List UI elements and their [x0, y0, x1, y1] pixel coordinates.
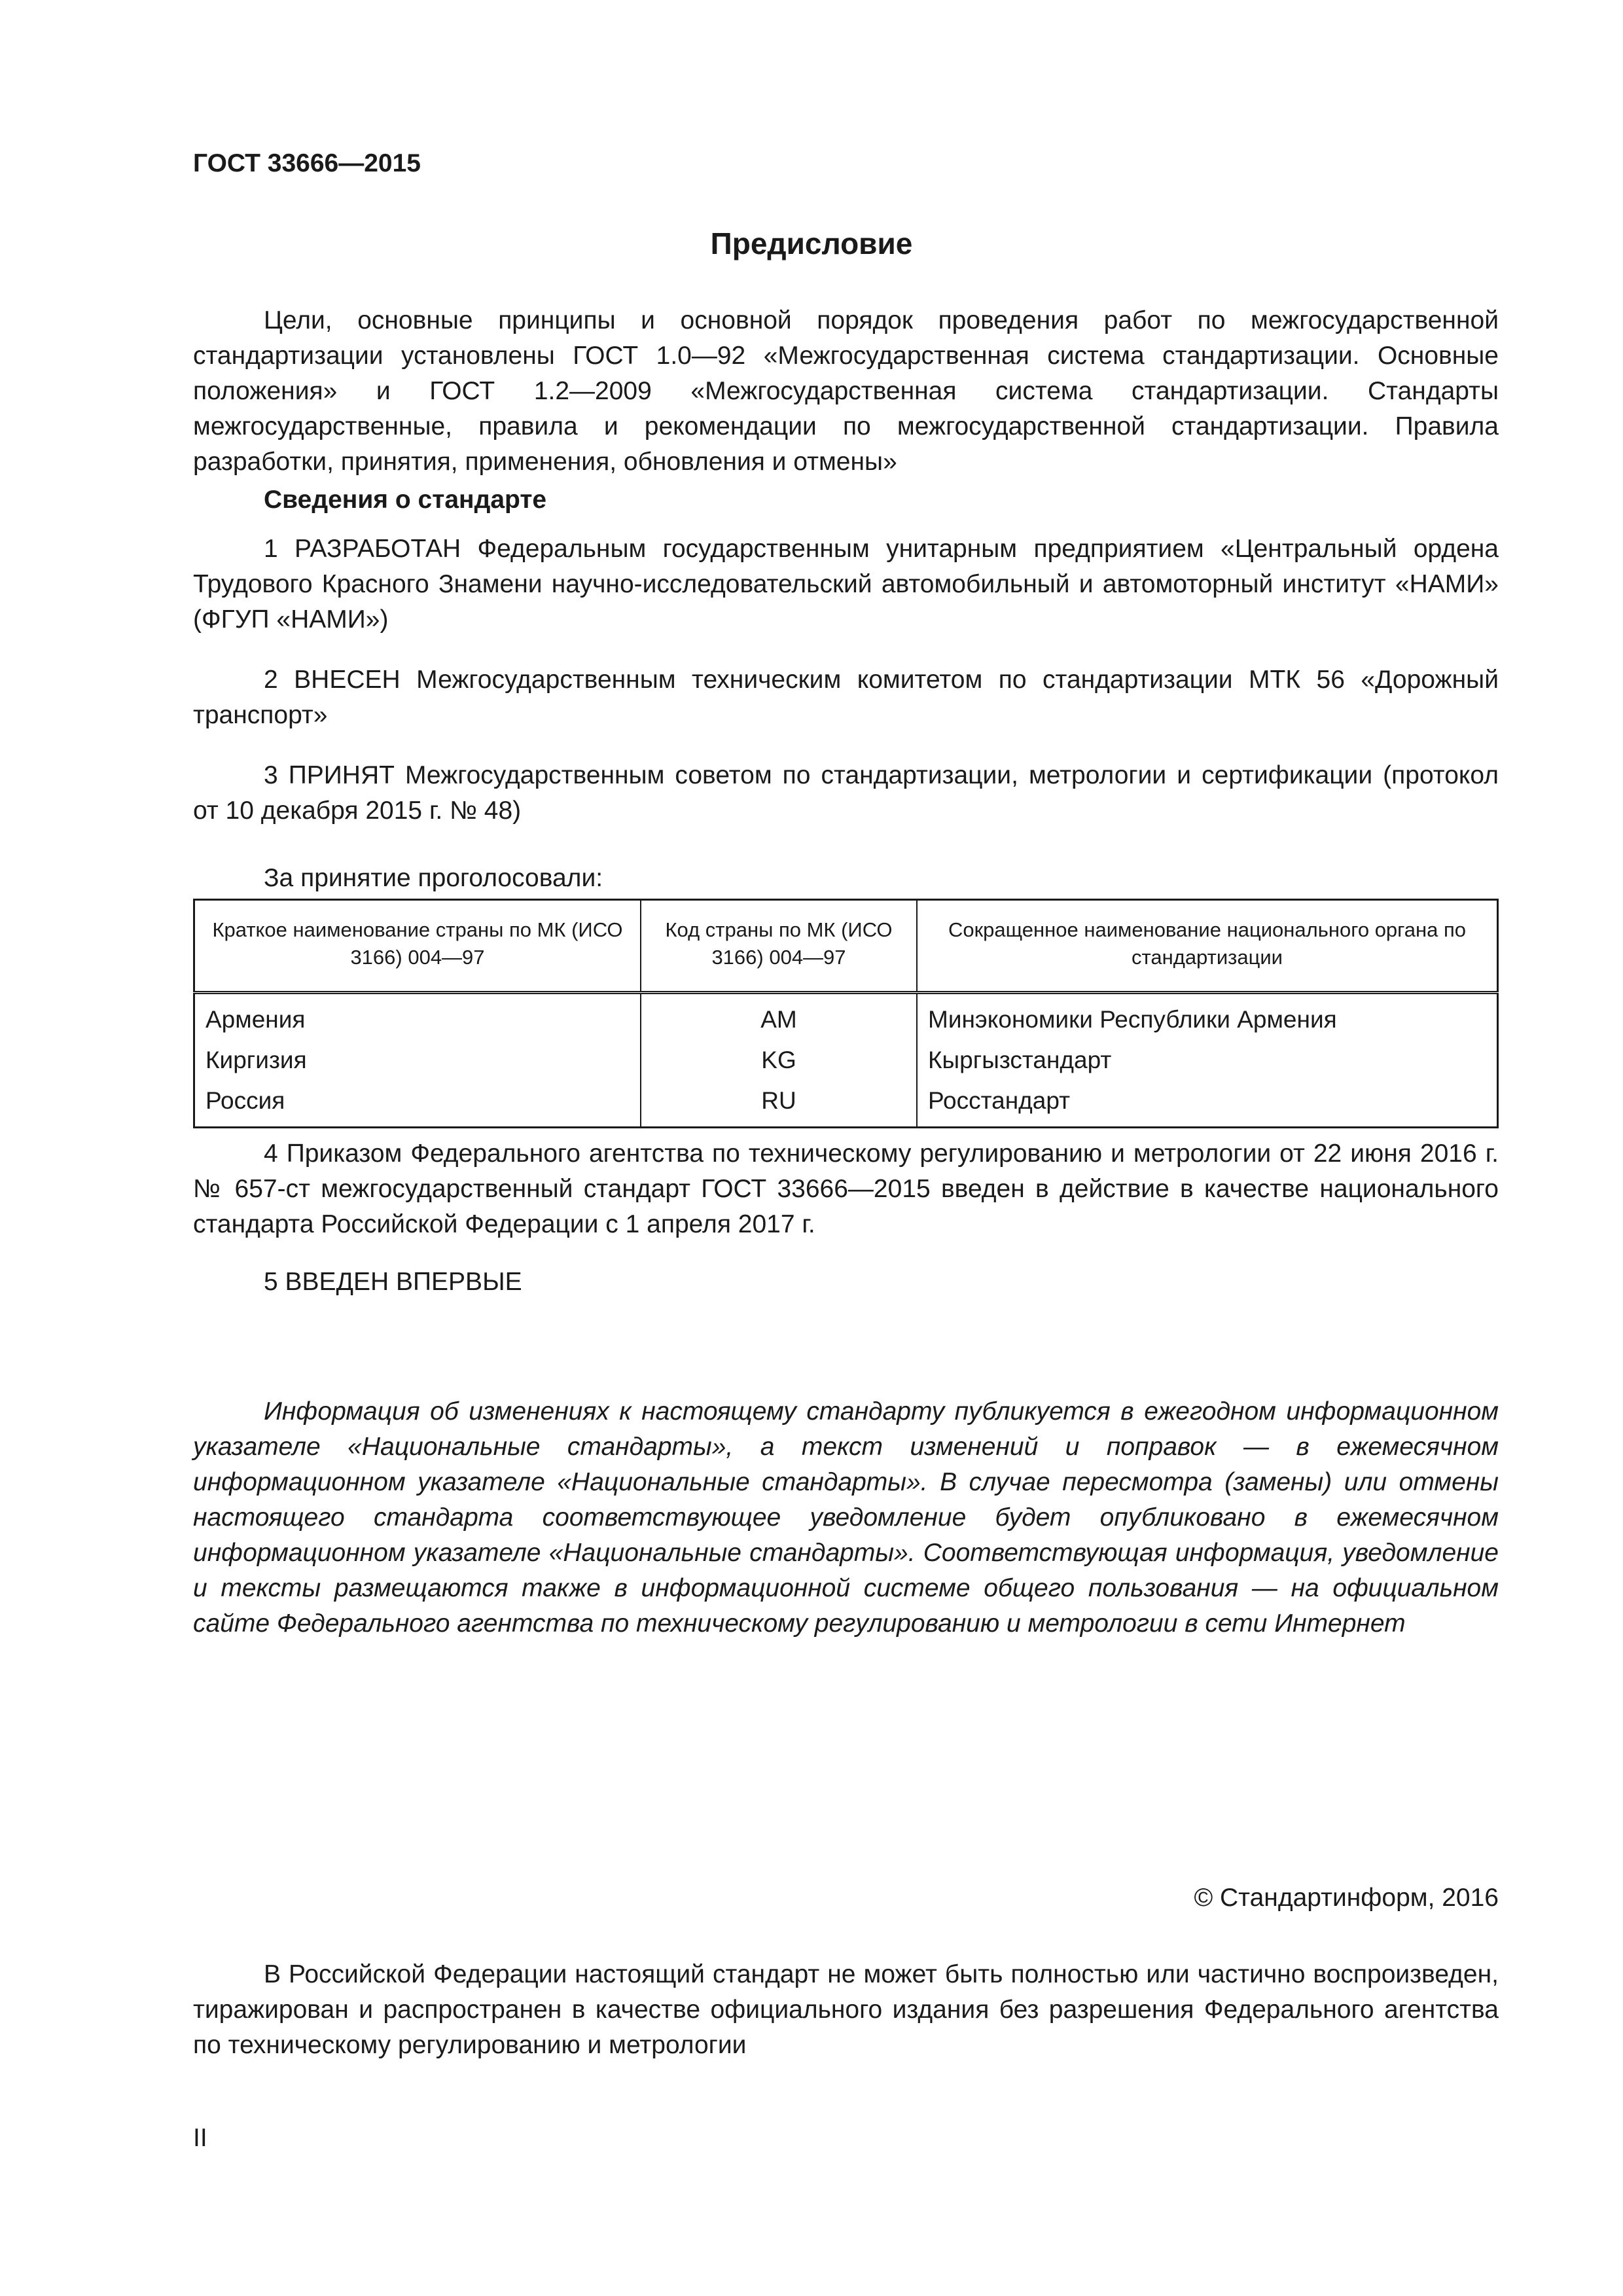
table-row [194, 1081, 1498, 1128]
intro-paragraph: Цели, основные принципы и основной порядок проведения работ по межгосударственной стандартизации установлены ГОСТ 1.0—92 «Межгосударственная система стандартизации. Основные положения» и ГОСТ 1.2—2009 «Межгосударственная система стандартизации. Стандарты межгосударственные, правила и рекомендации по межгосударственной стандартизации. Правила разработки, принятия, применения, обновления и отмены» [193, 306, 1499, 476]
national-body-cell: Кыргызстандарт [928, 1047, 1112, 1073]
voting-table [193, 899, 1499, 1128]
country-cell: Киргизия [194, 1040, 641, 1081]
column-header-country: Краткое наименование страны по МК (ИСО 3166) 004—97 [194, 900, 641, 993]
page-number: II [193, 2124, 207, 2152]
voting-label: За принятие проголосовали: [264, 864, 603, 892]
item-enacted: 4 Приказом Федерального агентства по техническому регулированию и метрологии от 22 июня 2016 г. № 657-ст межгосударственный стандарт ГОСТ 33666—2015 введен в действие в качестве национального стандарта Российской Федерации с 1 апреля 2017 г. [193, 1139, 1499, 1238]
code-cell: AM [641, 993, 917, 1041]
national-body-cell: Минэкономики Республики Армения [928, 1006, 1337, 1033]
voting-table-header [194, 900, 1498, 993]
item-submitted: 2 ВНЕСЕН Межгосударственным техническим комитетом по стандартизации МТК 56 «Дорожный транспорт» [193, 666, 1499, 729]
code-cell: KG [641, 1040, 917, 1081]
item-developed: 1 РАЗРАБОТАН Федеральным государственным унитарным предприятием «Центральный ордена Трудового Красного Знамени научно-исследовательский автомобильный и автомоторный институт «НАМИ» (ФГУП «НАМИ») [193, 535, 1499, 634]
country-cell: Россия [194, 1081, 641, 1128]
page-title: Предисловие [710, 226, 913, 260]
table-row [194, 1040, 1498, 1081]
section-heading: Сведения о стандарте [264, 486, 547, 514]
item-adopted: 3 ПРИНЯТ Межгосударственным советом по стандартизации, метрологии и сертификации (протокол от 10 декабря 2015 г. № 48) [193, 761, 1499, 825]
changes-info-notice: Информация об изменениях к настоящему стандарту публикуется в ежегодном информационном указателе «Национальные стандарты», а текст изменений и поправок — в ежемесячном информационном указателе «Национальные стандарты». В случае пересмотра (замены) или отмены настоящего стандарта соответствующее уведомление будет опубликовано в ежемесячном информационном указателе «Национальные стандарты». Соответствующая информация, уведомление и тексты размещаются также в информационной системе общего пользования — на официальном сайте Федерального агентства по техническому регулированию и метрологии в сети Интернет [193, 1397, 1499, 1638]
national-body-cell: Росстандарт [928, 1087, 1071, 1114]
country-cell: Армения [194, 993, 641, 1041]
column-header-code: Код страны по МК (ИСО 3166) 004—97 [641, 900, 917, 993]
copyright-notice: © Стандартинформ, 2016 [1194, 1884, 1499, 1912]
reproduction-restriction: В Российской Федерации настоящий стандарт не может быть полностью или частично воспроизведен, тиражирован и распространен в качестве официального издания без разрешения Федерального агентства по техническому регулированию и метрологии [193, 1960, 1499, 2059]
table-row [194, 993, 1498, 1041]
column-header-body: Сокращенное наименование национального органа по стандартизации [917, 900, 1498, 993]
item-first-introduced: 5 ВВЕДЕН ВПЕРВЫЕ [264, 1268, 522, 1296]
document-number: ГОСТ 33666—2015 [193, 149, 421, 177]
code-cell: RU [641, 1081, 917, 1128]
